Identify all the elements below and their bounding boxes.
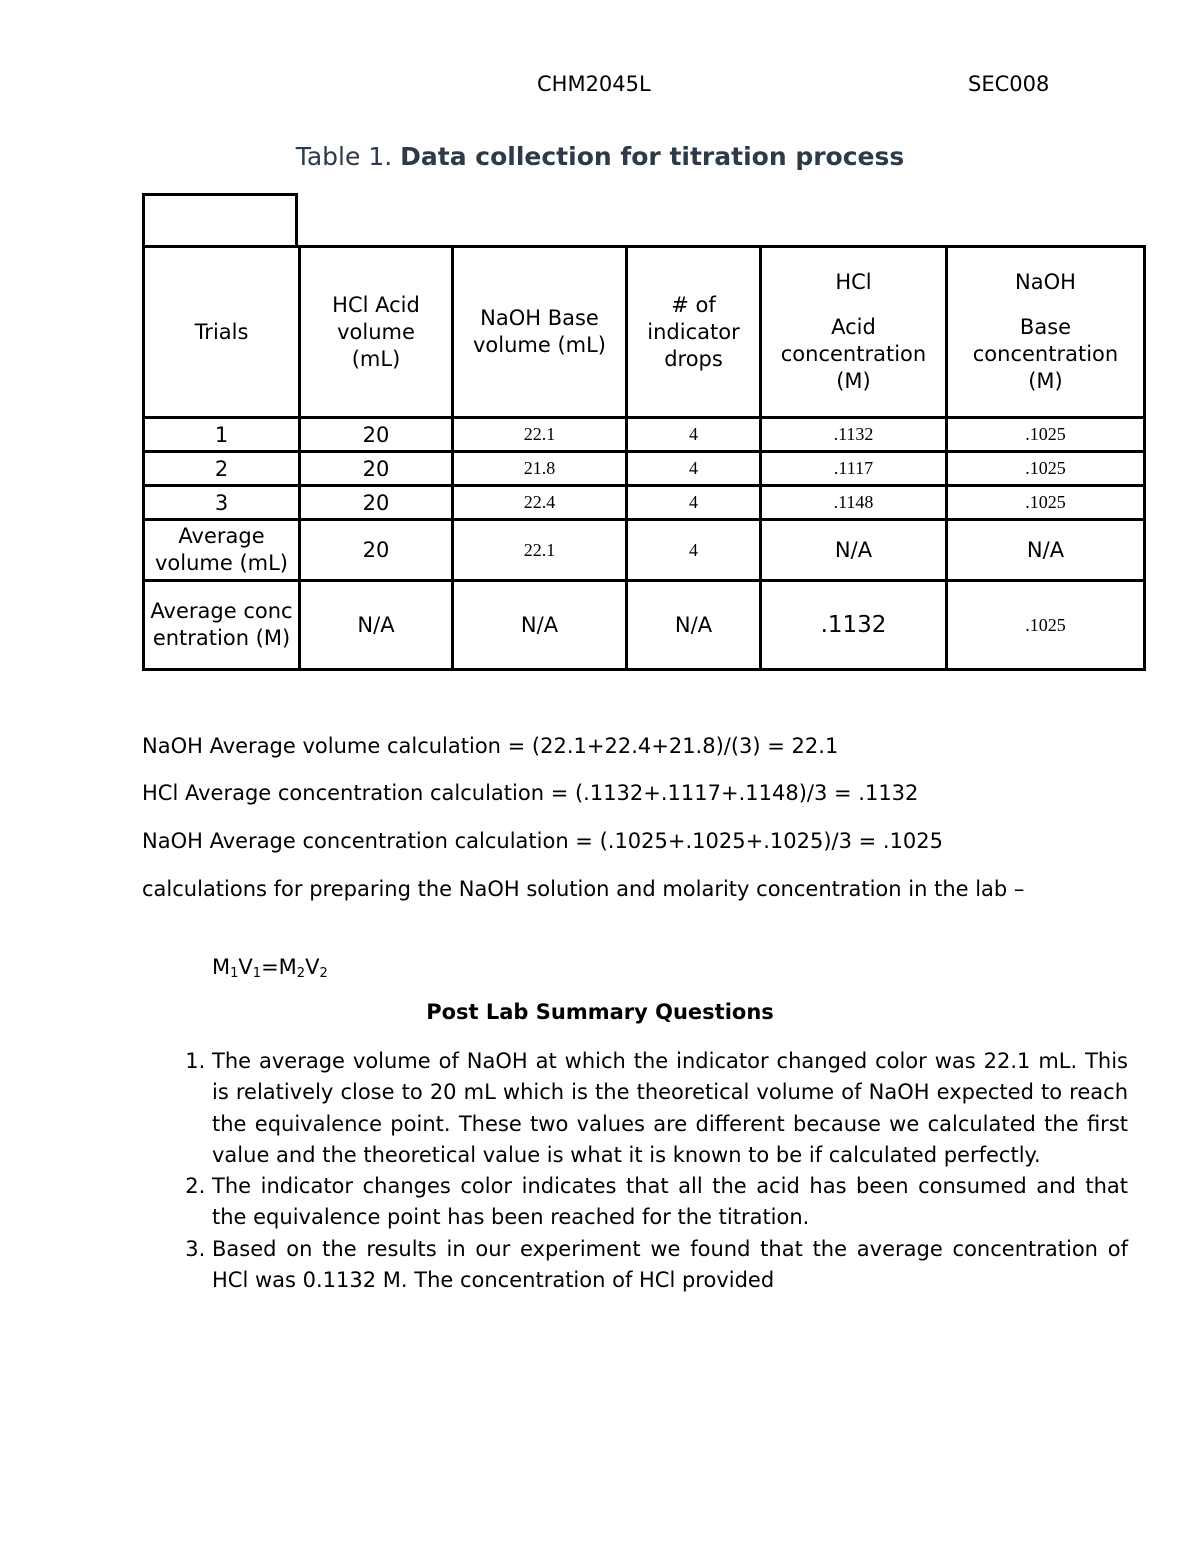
cell-drops: 4 [627, 418, 761, 452]
cell-naoh-conc: .1025 [947, 486, 1145, 520]
formula-m2: M [278, 955, 297, 979]
cell-naoh-conc: .1025 [947, 581, 1145, 670]
header-indicator-drops: # of indicator drops [627, 247, 761, 418]
formula-sub: 1 [230, 966, 239, 981]
hcl-concentration-calculation: HCl Average concentration calculation = (.1132+.1117+.1148)/3 = .1132 [142, 781, 919, 805]
header-naoh-volume: NaOH Base volume (mL) [453, 247, 627, 418]
naoh-concentration-calculation: NaOH Average concentration calculation = (.1025+.1025+.1025)/3 = .1025 [142, 829, 944, 853]
table-title-prefix: Table 1. [295, 142, 401, 171]
list-item: 1. The average volume of NaOH at which the indicator changed color was 22.1 mL. This is relatively close to 20 mL which is the theoretical volume of NaOH expected to reach the equivalence point. These two values are different because we calculated the first value and the theoretical value is what it is known to be if calculated perfectly. [212, 1046, 1128, 1171]
table-row [144, 581, 1145, 670]
header-naoh-label: NaOH [1015, 270, 1076, 294]
summary-title: Post Lab Summary Questions [426, 1000, 774, 1024]
cell-naoh-volume: 22.1 [453, 520, 627, 581]
cell-trial: 1 [144, 418, 300, 452]
section-code: SEC008 [968, 72, 1050, 96]
cell-hcl-volume: 20 [300, 520, 453, 581]
cell-drops: 4 [627, 520, 761, 581]
cell-naoh-conc: .1025 [947, 418, 1145, 452]
cell-naoh-volume: 22.1 [453, 418, 627, 452]
header-trials: Trials [144, 247, 300, 418]
cell-average-concentration-label: Average concentration (M) [144, 581, 300, 670]
table-title-bold: Data collection for titration process [400, 142, 905, 171]
header-hcl-concentration [761, 247, 947, 418]
list-item: 3. Based on the results in our experiment we found that the average concentration of HCl was 0.1132 M. The concentration of HCl provided [212, 1234, 1128, 1297]
formula-sub: 2 [319, 966, 328, 981]
cell-naoh-volume: 22.4 [453, 486, 627, 520]
formula-sub: 2 [296, 966, 306, 981]
table-row [144, 486, 1145, 520]
header-naoh-concentration [947, 247, 1145, 418]
formula-m1: M [212, 955, 231, 979]
table-row [144, 452, 1145, 486]
cell-trial: 3 [144, 486, 300, 520]
cell-average-volume-label: Average volume (mL) [144, 520, 300, 581]
list-item: 2. The indicator changes color indicates that all the acid has been consumed and that the equivalence point has been reached for the titration. [212, 1171, 1128, 1234]
cell-naoh-conc: .1025 [947, 452, 1145, 486]
cell-hcl-conc: .1132 [761, 418, 947, 452]
header-naoh-sub: Base concentration (M) [972, 315, 1119, 393]
cell-drops: N/A [627, 581, 761, 670]
cell-hcl-volume: 20 [300, 452, 453, 486]
cell-naoh-conc: N/A [947, 520, 1145, 581]
header-hcl-label: HCl [835, 270, 872, 294]
course-code: CHM2045L [537, 72, 651, 96]
header-hcl-volume: HCl Acid volume (mL) [300, 247, 453, 418]
dilution-formula [212, 955, 328, 981]
titration-data-table [142, 245, 1146, 671]
cell-hcl-conc: .1148 [761, 486, 947, 520]
table-header-row [144, 247, 1145, 418]
cell-hcl-volume: N/A [300, 581, 453, 670]
cell-hcl-conc: N/A [761, 520, 947, 581]
cell-drops: 4 [627, 486, 761, 520]
cell-naoh-volume: 21.8 [453, 452, 627, 486]
preparation-text: calculations for preparing the NaOH solution and molarity concentration in the lab – [142, 877, 1025, 901]
formula-v1: V [238, 955, 253, 979]
cell-hcl-conc: .1132 [761, 581, 947, 670]
cell-trial: 2 [144, 452, 300, 486]
summary-questions-list [142, 1046, 1128, 1296]
table-corner-box [142, 193, 298, 245]
formula-equals: = [261, 955, 279, 979]
header-hcl-sub: Acid concentration (M) [780, 315, 927, 393]
cell-hcl-volume: 20 [300, 418, 453, 452]
cell-drops: 4 [627, 452, 761, 486]
cell-naoh-volume: N/A [453, 581, 627, 670]
table-row [144, 418, 1145, 452]
table-title [0, 142, 1200, 171]
cell-hcl-volume: 20 [300, 486, 453, 520]
formula-v2: V [305, 955, 320, 979]
cell-hcl-conc: .1117 [761, 452, 947, 486]
formula-sub: 1 [252, 966, 262, 981]
table-row [144, 520, 1145, 581]
naoh-volume-calculation: NaOH Average volume calculation = (22.1+22.4+21.8)/(3) = 22.1 [142, 734, 839, 758]
